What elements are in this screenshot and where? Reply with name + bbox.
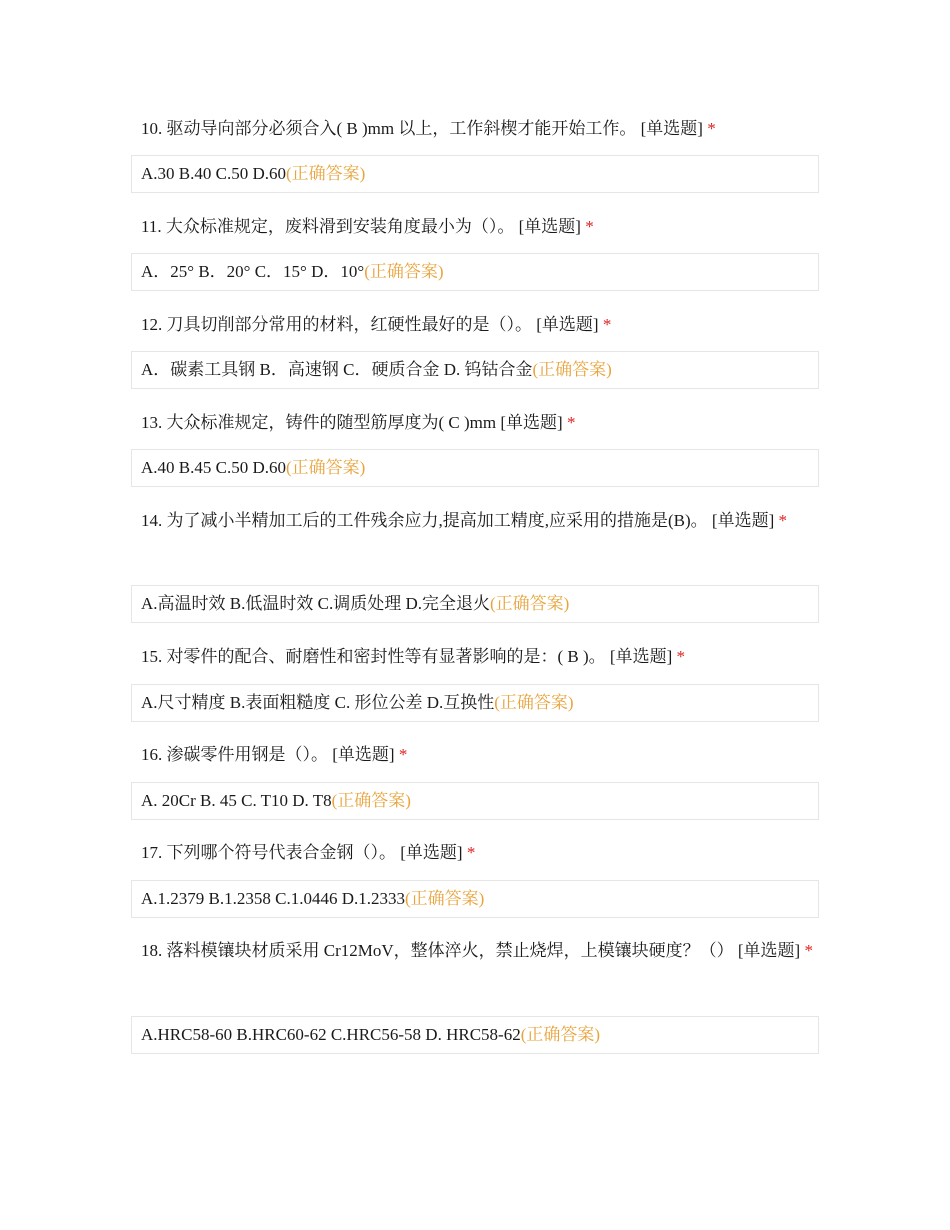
correct-answer-tag: (正确答案) [489, 594, 570, 613]
answer-option[interactable] [131, 449, 819, 487]
question-block [0, 504, 950, 538]
required-mark: * [778, 511, 787, 530]
answer-option[interactable] [131, 155, 819, 193]
answer-option[interactable] [131, 253, 819, 291]
correct-answer-tag: (正确答案) [285, 458, 366, 477]
answer-option[interactable] [131, 351, 819, 389]
answer-text: A. 20Cr B. 45 C. T10 D. T8 [141, 791, 332, 810]
answer-text: A．25° B．20° C．15° D．10° [141, 262, 365, 281]
question-block [0, 406, 950, 440]
required-mark: * [602, 315, 612, 334]
question-text: 10. 驱动导向部分必须合入( B )mm 以上，工作斜楔才能开始工作。 [单选题] * [141, 119, 716, 138]
required-mark: * [676, 647, 685, 666]
question-text: 11. 大众标准规定，废料滑到安装角度最小为（）。 [单选题] * [141, 217, 594, 236]
required-mark: * [804, 941, 813, 960]
correct-answer-tag: (正确答案) [520, 1025, 601, 1044]
question-text: 18. 落料模镶块材质采用 Cr12MoV，整体淬火，禁止烧焊，上模镶块硬度？（） [单选题] * [141, 941, 813, 960]
answer-text: A.高温时效 B.低温时效 C.调质处理 D.完全退火 [141, 594, 490, 613]
answer-option[interactable] [131, 585, 819, 623]
required-mark: * [398, 745, 408, 764]
required-mark: * [585, 217, 594, 236]
correct-answer-tag: (正确答案) [285, 164, 366, 183]
answer-text: A.40 B.45 C.50 D.60 [141, 458, 286, 477]
question-text: 14. 为了减小半精加工后的工件残余应力,提高加工精度,应采用的措施是(B)。 [单选题] * [141, 511, 787, 530]
answer-text: A．碳素工具钢 B．高速钢 C．硬质合金 D. 钨钴合金 [141, 360, 533, 379]
question-text: 17. 下列哪个符号代表合金钢（）。 [单选题] * [141, 843, 476, 862]
correct-answer-tag: (正确答案) [532, 360, 612, 379]
answer-option[interactable] [131, 684, 819, 722]
question-text: 12. 刀具切削部分常用的材料，红硬性最好的是（）。 [单选题] * [141, 315, 612, 334]
question-block [0, 308, 950, 342]
answer-text: A.HRC58-60 B.HRC60-62 C.HRC56-58 D. HRC58-62 [141, 1025, 521, 1044]
answer-text: A.尺寸精度 B.表面粗糙度 C. 形位公差 D.互换性 [141, 693, 495, 712]
answer-option[interactable] [131, 880, 819, 918]
question-block [0, 112, 950, 146]
question-block [0, 210, 950, 244]
correct-answer-tag: (正确答案) [331, 791, 411, 810]
answer-option[interactable] [131, 782, 819, 820]
answer-text: A.1.2379 B.1.2358 C.1.0446 D.1.2333 [141, 889, 405, 908]
correct-answer-tag: (正确答案) [364, 262, 444, 281]
question-block [0, 836, 950, 870]
question-text: 13. 大众标准规定，铸件的随型筋厚度为( C )mm [单选题] * [141, 413, 576, 432]
question-text: 15. 对零件的配合、耐磨性和密封性等有显著影响的是：( B )。 [单选题] * [141, 647, 685, 666]
required-mark: * [466, 843, 476, 862]
question-block [0, 738, 950, 772]
required-mark: * [566, 413, 576, 432]
question-block [0, 934, 950, 968]
correct-answer-tag: (正确答案) [494, 693, 574, 712]
answer-text: A.30 B.40 C.50 D.60 [141, 164, 286, 183]
required-mark: * [707, 119, 716, 138]
correct-answer-tag: (正确答案) [404, 889, 485, 908]
answer-option[interactable] [131, 1016, 819, 1054]
question-block [0, 640, 950, 674]
question-text: 16. 渗碳零件用钢是（）。 [单选题] * [141, 745, 408, 764]
